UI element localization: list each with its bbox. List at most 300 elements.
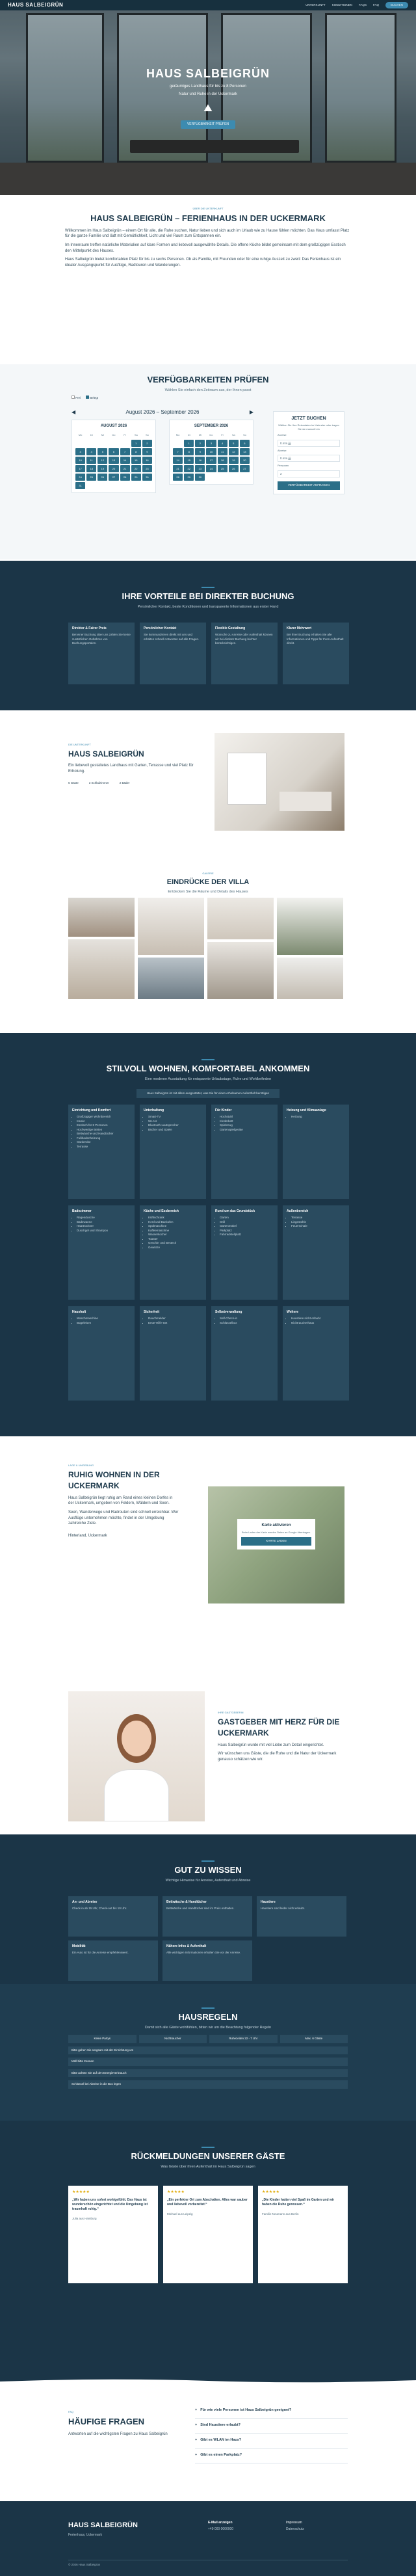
amenity-item: • Fußbodenheizung xyxy=(77,1136,131,1141)
map-placeholder xyxy=(208,1486,344,1603)
amenity-item: • Großzügiger Wohnbereich xyxy=(77,1115,131,1120)
rule-chip: Nichtraucher xyxy=(139,2035,207,2043)
location-text xyxy=(68,1464,179,1539)
legend-booked: Belegt xyxy=(86,396,98,401)
stars-icon: ★★★★★ xyxy=(262,2190,280,2194)
calendar-day[interactable]: 6 xyxy=(109,448,118,455)
calendar-legend xyxy=(72,396,98,401)
amenity-category: Küche und Essbereich xyxy=(144,1209,179,1213)
location-paragraph: Haus Salbeigrün liegt ruhig am Rand eines kleinen Dorfes in der Uckermark, umgeben von Feldern, Wäldern und Seen. xyxy=(68,1496,173,1506)
calendar-day[interactable]: 20 xyxy=(240,457,250,464)
amenity-card xyxy=(283,1306,349,1401)
wave-divider xyxy=(0,2378,416,2384)
faq-subtitle: Antworten auf die wichtigsten Fragen zu Haus Salbeigrün xyxy=(68,2432,168,2436)
calendar-day[interactable]: 7 xyxy=(173,448,183,455)
calendar-day[interactable]: 22 xyxy=(184,465,194,472)
amenity-card xyxy=(211,1205,278,1300)
faq-item[interactable] xyxy=(195,2404,348,2419)
calendar-day[interactable]: 13 xyxy=(109,457,118,464)
amenity-item: • Terrasse xyxy=(291,1216,345,1220)
booking-title: JETZT BUCHEN xyxy=(291,416,326,421)
amenity-category: Selbstverwaltung xyxy=(215,1310,242,1314)
calendar-day[interactable]: 16 xyxy=(195,457,205,464)
reviews-title: RÜCKMELDUNGEN UNSERER GÄSTE xyxy=(131,2151,285,2161)
review-text: „Die Kinder hatten viel Spaß im Garten und wir haben die Ruhe genossen.“ xyxy=(262,2197,335,2207)
benefit-text: Wünsche zu Anreise oder Aufenthalt können wir bei direkter Buchung leichter berücksichtigen. xyxy=(215,633,273,645)
calendar-day[interactable]: 20 xyxy=(109,465,118,472)
info-text: Alle wichtigen Informationen erhalten Sie vor der Anreise. xyxy=(166,1951,241,1955)
kitchen-photo xyxy=(214,733,344,831)
calendar-day[interactable]: 30 xyxy=(142,474,152,481)
amenity-item: • Feuerschale xyxy=(291,1224,345,1229)
nav-item[interactable]: FAQ xyxy=(372,3,379,7)
amenity-item: • Gewürze xyxy=(148,1246,202,1250)
booking-widget xyxy=(273,411,344,494)
good-title: GUT ZU WISSEN xyxy=(174,1865,242,1875)
calendar-day[interactable]: 2 xyxy=(195,440,205,447)
amenities-section xyxy=(0,1033,416,1436)
amenity-item: • Wasserkocher xyxy=(148,1233,202,1237)
info-title: Nähere Infos & Aufenthalt xyxy=(166,1944,207,1948)
villa-title: HAUS SALBEIGRÜN xyxy=(68,749,144,758)
arrival-input[interactable]: tt.mm.jjjj xyxy=(278,440,340,447)
weekday-label: Sa xyxy=(134,433,138,436)
rules-title: HAUSREGELN xyxy=(178,2012,238,2022)
calendar-day[interactable]: 13 xyxy=(240,448,250,455)
villa-section xyxy=(0,710,416,866)
rules-row xyxy=(68,2035,348,2043)
calendar-day[interactable]: 18 xyxy=(218,457,228,464)
amenity-item: • Bücher und Spiele xyxy=(148,1128,202,1133)
gallery-photo[interactable] xyxy=(277,958,343,999)
location-section xyxy=(0,1438,416,1665)
amenity-card xyxy=(140,1306,206,1401)
amenity-card xyxy=(283,1105,349,1199)
host-text xyxy=(218,1711,348,1763)
faq-question: Gibt es einen Parkplatz? xyxy=(200,2452,242,2457)
amenity-card xyxy=(140,1105,206,1199)
amenity-item: • Parkplatz xyxy=(220,1229,274,1233)
amenity-list xyxy=(144,1115,202,1132)
calendar-day[interactable]: 28 xyxy=(120,474,130,481)
calendar-day[interactable]: 14 xyxy=(173,457,183,464)
benefit-card xyxy=(211,623,278,684)
amenity-item: • Kühlschrank xyxy=(148,1216,202,1220)
section-tag: DIE UNTERKUNFT xyxy=(68,743,91,746)
calendar-day[interactable]: 17 xyxy=(206,457,216,464)
amenity-item: • WLAN xyxy=(148,1120,202,1124)
amenity-item: • Hochstuhl xyxy=(220,1115,274,1120)
amenity-list xyxy=(144,1317,202,1325)
show-email-link[interactable]: E-Mail anzeigen xyxy=(208,2521,233,2525)
intro-paragraph: Haus Salbeigrün bietet komfortablen Platz für bis zu sechs Personen. Ob als Familie, mit Freunden oder für eine ruhige Auszeit zu zweit: Das Ferienhaus ist ein idealer Ausgangspunkt für Ausflüge, Radtouren und Wanderungen. xyxy=(65,258,341,268)
amenity-item: • Hochwertige Betten xyxy=(77,1128,131,1133)
faq-list xyxy=(195,2404,348,2463)
availability-title: VERFÜGBARKEITEN PRÜFEN xyxy=(147,375,269,384)
amenity-category: Sicherheit xyxy=(144,1310,160,1314)
intro-section xyxy=(0,207,416,269)
amenity-item: • Fahrradstellplatz xyxy=(220,1233,274,1237)
section-tag: FAQ xyxy=(68,2410,74,2413)
calendar-day[interactable]: 2 xyxy=(142,440,152,447)
privacy-link[interactable]: Datenschutz xyxy=(286,2527,304,2532)
calendar-day[interactable]: 15 xyxy=(131,457,141,464)
amenities-title: STILVOLL WOHNEN, KOMFORTABEL ANKOMMEN xyxy=(106,1064,310,1073)
rule-item: Bitte gehen Sie sorgsam mit der Einrichtung um xyxy=(68,2046,348,2055)
amenity-item: • Liegestühle xyxy=(291,1220,345,1225)
reviews-section xyxy=(0,2121,416,2394)
amenity-item: • Nichtraucherhaus xyxy=(291,1321,345,1326)
calendar-day[interactable]: 26 xyxy=(229,465,239,472)
calendar-day[interactable]: 23 xyxy=(142,465,152,472)
house-rules-section xyxy=(0,1984,416,2121)
amenity-item: • Erste-Hilfe-Set xyxy=(148,1321,202,1326)
host-title: GASTGEBER MIT HERZ FÜR DIE UCKERMARK xyxy=(218,1717,340,1738)
stars-icon: ★★★★★ xyxy=(167,2190,185,2194)
calendar-day[interactable]: 10 xyxy=(206,448,216,455)
calendar-day[interactable]: 12 xyxy=(229,448,239,455)
calendar-day[interactable]: 27 xyxy=(240,465,250,472)
amenity-category: Einrichtung und Komfort xyxy=(72,1108,111,1112)
calendar-day[interactable]: 29 xyxy=(131,474,141,481)
weekday-label: So xyxy=(145,433,149,436)
amenity-item: • Bettwäsche und Handtücher xyxy=(77,1132,131,1136)
faq-question: Sind Haustiere erlaubt? xyxy=(200,2422,240,2427)
amenity-item: • Grill xyxy=(220,1220,274,1225)
gallery-section xyxy=(0,865,416,1031)
calendar-day[interactable]: 17 xyxy=(75,465,85,472)
benefit-title: Flexible Gestaltung xyxy=(215,626,246,630)
hero-title: HAUS SALBEIGRÜN xyxy=(146,67,270,80)
hero-subtitle-2: Natur und Ruhe in der Uckermark xyxy=(179,92,237,96)
plus-icon: + xyxy=(195,2408,198,2412)
calendar-day[interactable]: 5 xyxy=(229,440,239,447)
amenity-card xyxy=(140,1205,206,1300)
next-month-button[interactable]: ▶ xyxy=(249,409,254,415)
amenity-item: • Toaster xyxy=(148,1237,202,1242)
amenity-list xyxy=(72,1317,131,1325)
guests-label: Personen xyxy=(278,464,289,468)
calendar-day[interactable]: 10 xyxy=(75,457,85,464)
calendar-day[interactable]: 25 xyxy=(218,465,228,472)
intro-title: HAUS SALBEIGRÜN – FERIENHAUS IN DER UCKERMARK xyxy=(90,213,326,223)
amenities-subtitle: Eine moderne Ausstattung für entspannte Urlaubstage, Ruhe und Wohlbefinden xyxy=(144,1077,272,1081)
bathrooms-stat: 2 Bäder xyxy=(119,781,130,785)
calendar-day[interactable]: 16 xyxy=(142,457,152,464)
map-title: Karte aktivieren xyxy=(261,1523,291,1527)
intro-paragraph: Im Innenraum treffen natürliche Materialien auf klare Formen und liebevoll ausgewählte Details. Die offene Küche bildet gemeinsam mit dem großzügigen Esstisch den Mittelpunkt des Hauses. xyxy=(65,243,346,253)
review-card xyxy=(68,2186,158,2283)
nav-item[interactable]: KONDITIONEN xyxy=(332,3,352,7)
benefits-subtitle: Persönlicher Kontakt, beste Konditionen und transparente Informationen aus erster Hand xyxy=(137,604,279,609)
weekday-label: Do xyxy=(209,433,213,436)
calendar-day[interactable]: 4 xyxy=(86,448,96,455)
info-text: Ein Auto ist für die Anreise empfehlenswert. xyxy=(72,1951,129,1955)
footer-logo[interactable]: HAUS SALBEIGRÜN xyxy=(68,2521,138,2529)
calendar-day[interactable]: 25 xyxy=(86,474,96,481)
amenity-item: • Garten xyxy=(220,1216,274,1220)
review-text: „Wir haben uns sofort wohlgefühlt. Das Haus ist wunderschön eingerichtet und die Umgebung ist traumhaft ruhig.“ xyxy=(72,2197,148,2212)
reviews-subtitle: Was Gäste über ihren Aufenthalt im Haus Salbeigrün sagen xyxy=(161,2164,255,2169)
amenity-list xyxy=(215,1216,274,1237)
amenity-card xyxy=(211,1105,278,1199)
calendar-day[interactable]: 26 xyxy=(98,474,107,481)
plus-icon: + xyxy=(195,2452,198,2457)
calendar-day[interactable]: 23 xyxy=(195,465,205,472)
calendar-day[interactable]: 5 xyxy=(98,448,107,455)
calendar-day[interactable]: 27 xyxy=(109,474,118,481)
imprint-link[interactable]: Impressum xyxy=(286,2521,302,2525)
amenity-item: • Gartenmöbel xyxy=(220,1224,274,1229)
calendar-day[interactable]: 19 xyxy=(229,457,239,464)
amenity-item: • Spielzeug xyxy=(220,1123,274,1128)
review-author: Michael aus Leipzig xyxy=(167,2212,193,2216)
benefit-card xyxy=(68,623,135,684)
faq-item[interactable] xyxy=(195,2419,348,2434)
amenity-item: • Duschgel und Shampoo xyxy=(77,1229,131,1233)
calendar-day[interactable]: 28 xyxy=(173,474,183,481)
amenity-item: • Waschmaschine xyxy=(77,1317,131,1321)
faq-item[interactable] xyxy=(195,2449,348,2463)
month-title: AUGUST 2026 xyxy=(100,424,127,428)
section-tag: GALERIE xyxy=(202,872,214,875)
calendar-day[interactable]: 9 xyxy=(195,448,205,455)
calendar-day[interactable]: 6 xyxy=(240,440,250,447)
amenity-list xyxy=(215,1115,274,1132)
hero-section xyxy=(0,0,416,195)
calendar-day[interactable]: 24 xyxy=(206,465,216,472)
amenity-item: • Bluetooth-Lautsprecher xyxy=(148,1123,202,1128)
amenity-category: Rund um das Grundstück xyxy=(215,1209,255,1213)
book-button[interactable]: BUCHEN xyxy=(385,2,408,9)
day-grid xyxy=(75,431,152,489)
rule-item: Müll bitte trennen xyxy=(68,2058,348,2066)
amenity-list xyxy=(72,1216,131,1233)
amenity-list xyxy=(287,1115,345,1120)
rule-item: Bitte achten Sie auf den Energieverbrauch xyxy=(68,2069,348,2078)
gallery-photo[interactable] xyxy=(68,898,135,937)
faq-question: Gibt es WLAN im Haus? xyxy=(200,2437,242,2442)
amenity-item: • Kamin xyxy=(77,1120,131,1124)
calendar-day[interactable]: 7 xyxy=(120,448,130,455)
calendar-day[interactable]: 19 xyxy=(98,465,107,472)
calendar-day[interactable]: 31 xyxy=(75,482,85,489)
amenity-item: • Regendusche xyxy=(77,1216,131,1220)
amenity-card xyxy=(68,1205,135,1300)
prev-month-button[interactable]: ◀ xyxy=(72,409,76,415)
amenity-item: • Esstisch für 8 Personen xyxy=(77,1123,131,1128)
map-consent-box xyxy=(237,1519,315,1550)
hero-text xyxy=(0,65,416,129)
calendar-day[interactable]: 21 xyxy=(120,465,130,472)
calendar-day[interactable]: 4 xyxy=(218,440,228,447)
info-card xyxy=(68,1896,158,1937)
calendar-day[interactable]: 15 xyxy=(184,457,194,464)
weekday-label: Mi xyxy=(101,433,104,436)
amenity-list xyxy=(144,1216,202,1250)
faq-item[interactable] xyxy=(195,2434,348,2449)
weekday-label: Di xyxy=(187,433,190,436)
footer-brand-sub: Ferienhaus, Uckermark xyxy=(68,2532,102,2537)
calendar-day[interactable]: 24 xyxy=(75,474,85,481)
footer-phone[interactable]: +49 000 0000000 xyxy=(208,2527,234,2532)
amenity-item: • Smart-TV xyxy=(148,1115,202,1120)
amenity-card xyxy=(211,1306,278,1401)
amenity-item: • Self-Check-in xyxy=(220,1317,274,1321)
amenity-category: Badezimmer xyxy=(72,1209,92,1213)
villa-text xyxy=(68,743,198,785)
departure-label: Abreise xyxy=(278,448,287,452)
info-card xyxy=(162,1896,252,1937)
amenity-item: • Herd und Backofen xyxy=(148,1220,202,1225)
footer-brand xyxy=(68,2521,138,2538)
stars-icon: ★★★★★ xyxy=(72,2190,90,2194)
guests-stat: 6 Gäste xyxy=(68,781,79,785)
calendar-day[interactable]: 8 xyxy=(131,448,141,455)
host-paragraph: Haus Salbeigrün wurde mit viel Liebe zum Detail eingerichtet. xyxy=(218,1743,324,1747)
map-text: Beim Laden der Karte werden Daten an Google übertragen. xyxy=(241,1530,311,1534)
benefits-title: IHRE VORTEILE BEI DIREKTER BUCHUNG xyxy=(122,591,294,601)
amenities-note: Haus Salbeigrün ist mit allem ausgestattet, was Sie für einen erholsamen Aufenthalt benötigen xyxy=(136,1089,280,1099)
calendar-day[interactable]: 30 xyxy=(195,474,205,481)
amenity-item: • Kaffeemaschine xyxy=(148,1229,202,1233)
calendar-range: August 2026 – September 2026 xyxy=(125,409,200,415)
calendar-day[interactable]: 21 xyxy=(173,465,183,472)
footer-links xyxy=(286,2521,304,2532)
rule-chip: Ruhezeiten 22 - 7 Uhr xyxy=(209,2035,278,2043)
nav-menu xyxy=(306,2,408,9)
rule-item: Schlüssel bei Abreise in die Box legen xyxy=(68,2080,348,2089)
hero-subtitle: geräumiges Landhaus für bis zu 8 Personen xyxy=(170,85,246,89)
footer xyxy=(0,2501,416,2576)
rule-chip: Keine Partys xyxy=(68,2035,136,2043)
info-title: Bettwäsche & Handtücher xyxy=(166,1900,207,1904)
amenity-item: • Haartrockner xyxy=(77,1224,131,1229)
bedrooms-stat: 3 Schlafzimmer xyxy=(88,781,109,785)
booking-submit-button[interactable]: VERFÜGBARKEIT ANFRAGEN xyxy=(278,481,340,490)
calendar-day[interactable]: 8 xyxy=(184,448,194,455)
gallery-photo[interactable] xyxy=(207,942,274,999)
booking-text: Wählen Sie Ihre Reisedaten im Kalender oder tragen Sie sie manuell ein xyxy=(278,423,339,431)
benefit-text: Sie kommunizieren direkt mit uns und erhalten schnell Antworten auf alle Fragen. xyxy=(144,633,200,641)
amenity-item: • Geschirr und Besteck xyxy=(148,1241,202,1246)
amenity-list xyxy=(215,1317,274,1325)
info-text: Haustiere sind leider nicht erlaubt. xyxy=(261,1907,306,1911)
review-text: „Ein perfekter Ort zum Abschalten. Alles war sauber und liebevoll vorbereitet.“ xyxy=(167,2197,248,2207)
logo[interactable]: HAUS SALBEIGRÜN xyxy=(8,2,64,8)
calendar-month-1 xyxy=(72,420,156,493)
calendar-day[interactable]: 1 xyxy=(184,440,194,447)
calendar-day[interactable]: 9 xyxy=(142,448,152,455)
calendar-day[interactable]: 29 xyxy=(184,474,194,481)
info-title: Haustiere xyxy=(261,1900,276,1904)
departure-input[interactable]: tt.mm.jjjj xyxy=(278,455,340,462)
info-text: Check-in ab 15 Uhr, Check-out bis 10 Uhr. xyxy=(72,1907,127,1911)
footer-contact xyxy=(208,2521,233,2532)
benefit-text: Bei einer Buchung über uns zahlen Sie keine zusätzlichen Gebühren von Buchungsportalen. xyxy=(72,633,131,645)
amenity-item: • Schlüsselbox xyxy=(220,1321,274,1326)
calendar-day[interactable]: 3 xyxy=(206,440,216,447)
gallery-title: EINDRÜCKE DER VILLA xyxy=(166,878,250,886)
host-photo xyxy=(68,1691,205,1821)
arrival-label: Anreise xyxy=(278,433,287,436)
gallery-photo[interactable] xyxy=(207,898,274,939)
amenity-item: • Gartenspielgeräte xyxy=(220,1128,274,1133)
availability-section xyxy=(0,364,416,559)
info-card xyxy=(68,1940,158,1981)
amenity-list xyxy=(287,1216,345,1229)
plus-icon: + xyxy=(195,2422,198,2427)
info-title: An- und Abreise xyxy=(72,1900,98,1904)
faq-section xyxy=(0,2378,416,2501)
amenity-list xyxy=(72,1115,131,1149)
host-section xyxy=(0,1691,416,1834)
amenity-item: • Kinderbett xyxy=(220,1120,274,1124)
calendar-day[interactable]: 18 xyxy=(86,465,96,472)
mountain-icon: ⛰ xyxy=(203,103,213,114)
gallery-subtitle: Entdecken Sie die Räume und Details des Hauses xyxy=(168,889,248,894)
hero-availability-button[interactable]: VERFÜGBARKEIT PRÜFEN xyxy=(181,120,235,129)
amenity-item: • Rauchmelder xyxy=(148,1317,202,1321)
gallery-photo[interactable] xyxy=(277,898,343,955)
calendar-day[interactable]: 1 xyxy=(131,440,141,447)
nav-item[interactable]: FAQS xyxy=(358,3,367,7)
calendar-day[interactable]: 14 xyxy=(120,457,130,464)
location-address: Hinterland, Uckermark xyxy=(68,1534,107,1538)
amenity-card xyxy=(68,1105,135,1199)
section-tag: LAGE & UMGEBUNG xyxy=(68,1464,94,1467)
benefit-title: Persönlicher Kontakt xyxy=(144,626,177,630)
villa-stats xyxy=(68,781,198,786)
rule-chip: Max. 6 Gäste xyxy=(280,2035,348,2043)
guests-select[interactable]: 2 xyxy=(278,470,340,477)
intro-paragraph: Willkommen im Haus Salbeigrün – einem Ort für alle, die Ruhe suchen, Natur lieben und sich auch im Urlaub wie zu Hause fühlen möchten. Das Haus umfasst Platz für die ganze Familie und lädt mit Gemütlichkeit, Licht und viel Raum zum Entspannen ein. xyxy=(65,228,350,239)
weekday-label: Sa xyxy=(231,433,235,436)
calendar-day[interactable]: 3 xyxy=(75,448,85,455)
amenity-card xyxy=(283,1205,349,1300)
legend-free: Frei xyxy=(72,396,81,401)
top-navigation xyxy=(0,0,416,10)
weekday-label: Mi xyxy=(198,433,202,436)
gallery-photo[interactable] xyxy=(138,958,204,999)
info-card xyxy=(162,1940,252,1981)
calendar-day[interactable]: 22 xyxy=(131,465,141,472)
villa-text-paragraph: Ein liebevoll gestaltetes Landhaus mit Garten, Terrasse und viel Platz für Erholung. xyxy=(68,764,194,773)
calendar-month-2 xyxy=(169,420,254,485)
benefit-title: Klarer Mehrwert xyxy=(287,626,312,630)
gallery-photo[interactable] xyxy=(68,939,135,999)
location-title: RUHIG WOHNEN IN DER UCKERMARK xyxy=(68,1469,160,1491)
section-tag: ÜBER DIE UNTERKUNFT xyxy=(192,207,224,210)
calendar-day[interactable]: 11 xyxy=(218,448,228,455)
amenity-item: • Heizung xyxy=(291,1115,345,1120)
benefits-section xyxy=(0,561,416,710)
weekday-label: Mo xyxy=(176,433,180,436)
calendar-nav xyxy=(72,409,254,416)
amenity-list xyxy=(287,1317,345,1325)
gallery-photo[interactable] xyxy=(138,898,204,955)
weekday-label: Fr xyxy=(221,433,224,436)
load-map-button[interactable]: KARTE LADEN xyxy=(241,1537,311,1546)
calendar-day[interactable]: 12 xyxy=(98,457,107,464)
weekday-label: Mo xyxy=(78,433,83,436)
day-grid xyxy=(173,431,250,481)
amenity-card xyxy=(68,1306,135,1401)
nav-item[interactable]: UNTERKUNFT xyxy=(306,3,326,7)
review-author: Julia aus Hamburg xyxy=(72,2217,97,2221)
calendar-day[interactable]: 11 xyxy=(86,457,96,464)
faq-intro xyxy=(68,2410,185,2437)
